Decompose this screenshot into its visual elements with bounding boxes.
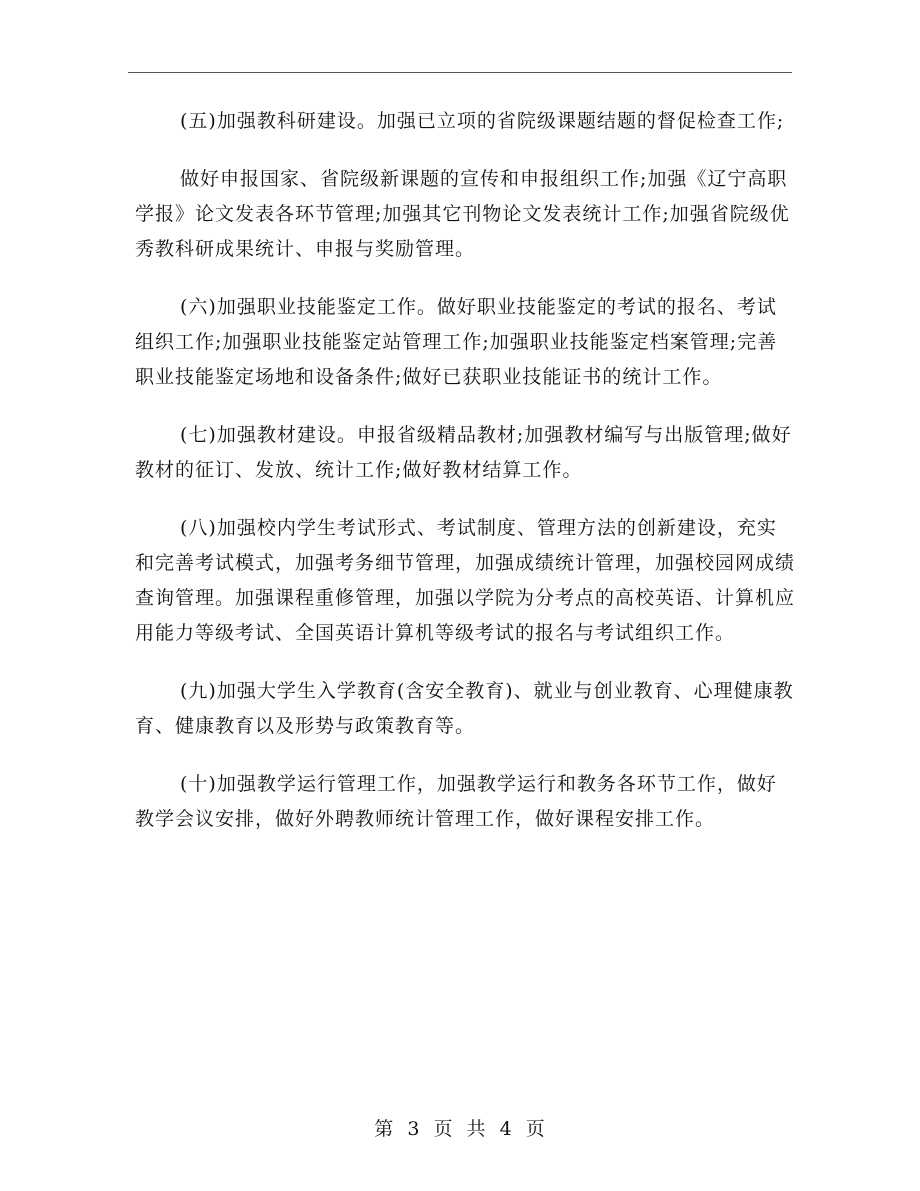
paragraph-6: (六)加强职业技能鉴定工作。做好职业技能鉴定的考试的报名、考试组织工作;加强职业技能鉴定站管理工作;加强职业技能鉴定档案管理;完善职业技能鉴定场地和设备条件;做好已获职业技能证书的统计工作。 [135, 296, 778, 388]
paragraph-8: (八)加强校内学生考试形式、考试制度、管理方法的创新建设，充实和完善考试模式，加强考务细节管理，加强成绩统计管理，加强校园网成绩查询管理。加强课程重修管理，加强以学院为分考点的高校英语、计算机应用能力等级考试、全国英语计算机等级考试的报名与考试组织工作。 [135, 517, 796, 644]
footer-ye: 页 [433, 1118, 454, 1140]
paragraph-10: (十)加强教学运行管理工作，加强教学运行和教务各环节工作，做好教学会议安排，做好外聘教师统计管理工作，做好课程安排工作。 [135, 773, 777, 830]
document-body [135, 104, 795, 860]
footer-gong: 共 [466, 1118, 487, 1140]
paragraph-9: (九)加强大学生入学教育(含安全教育)、就业与创业教育、心理健康教育、健康教育以及形势与政策教育等。 [135, 680, 794, 737]
page-footer [0, 1114, 920, 1141]
header-rule [128, 72, 792, 73]
footer-di: 第 [374, 1118, 395, 1140]
footer-current-page: 3 [407, 1118, 421, 1140]
paragraph-5-continued: 做好申报国家、省院级新课题的宣传和申报组织工作;加强《辽宁高职学报》论文发表各环节管理;加强其它刊物论文发表统计工作;加强省院级优秀教科研成果统计、申报与奖励管理。 [135, 168, 790, 260]
paragraph-7: (七)加强教材建设。申报省级精品教材;加强教材编写与出版管理;做好教材的征订、发放、统计工作;做好教材结算工作。 [135, 424, 792, 481]
footer-total-pages: 4 [499, 1118, 513, 1140]
footer-ye-2: 页 [525, 1118, 546, 1140]
paragraph-5: (五)加强教科研建设。加强已立项的省院级课题结题的督促检查工作; [180, 110, 785, 132]
